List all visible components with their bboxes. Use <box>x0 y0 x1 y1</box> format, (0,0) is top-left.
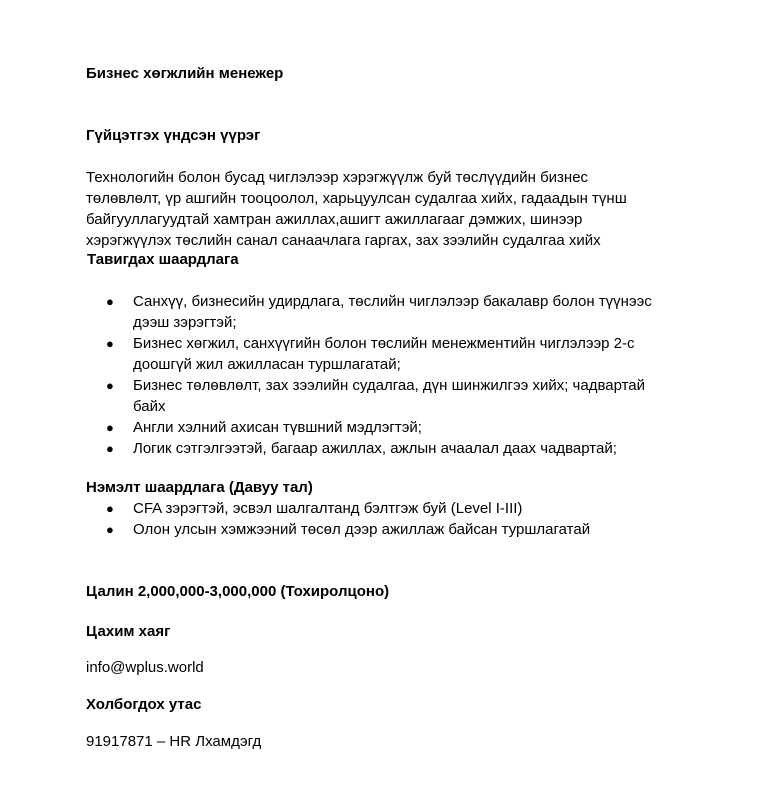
bullet-icon: ● <box>106 336 114 351</box>
list-item <box>106 438 686 459</box>
list-item <box>106 417 686 438</box>
bullet-icon: ● <box>106 420 114 435</box>
phone-heading: Холбогдох утас <box>86 696 202 713</box>
list-item-line: Санхүү, бизнесийн удирдлага, төслийн чиглэлээр бакалавр болон түүнээс <box>133 293 652 310</box>
list-item-line: CFA зэрэгтэй, эсвэл шалгалтанд бэлтгэж буй (Level I-III) <box>133 500 523 517</box>
requirements-list <box>106 291 686 459</box>
list-item-line: Англи хэлний ахисан түвшний мэдлэгтэй; <box>133 419 422 436</box>
list-item <box>106 519 686 540</box>
list-item <box>106 291 686 333</box>
email-heading: Цахим хаяг <box>86 623 171 640</box>
duties-line: байгууллагуудтай хамтран ажиллах,ашигт ажиллагааг дэмжих, шинээр <box>86 211 583 228</box>
list-item-line: Бизнес төлөвлөлт, зах зээлийн судалгаа, дүн шинжилгээ хийх; чадвартай <box>133 377 646 394</box>
list-item-line: Бизнес хөгжил, санхүүгийн болон төслийн менежментийн чиглэлээр 2-с <box>133 335 635 352</box>
duties-line: хэрэгжүүлэх төслийн санал санаачлага гаргах, зах зээлийн судалгаа хийх <box>86 232 601 249</box>
additional-heading: Нэмэлт шаардлага (Давуу тал) <box>86 479 313 496</box>
duties-line: Технологийн болон бусад чиглэлээр хэрэгжүүлж буй төслүүдийн бизнес <box>86 169 589 186</box>
phone-value: 91917871 – HR Лхамдэгд <box>86 733 262 750</box>
bullet-icon: ● <box>106 378 114 393</box>
bullet-icon: ● <box>106 294 114 309</box>
list-item <box>106 498 686 519</box>
list-item-line: Логик сэтгэлгээтэй, багаар ажиллах, ажлын ачаалал даах чадвартай; <box>133 440 617 457</box>
list-item-line: дээш зэрэгтэй; <box>133 314 237 331</box>
list-item <box>106 333 686 375</box>
salary: Цалин 2,000,000-3,000,000 (Тохиролцоно) <box>86 583 390 600</box>
list-item <box>106 375 686 417</box>
list-item-line: Олон улсын хэмжээний төсөл дээр ажиллаж байсан туршлагатай <box>133 521 591 538</box>
email-value[interactable]: info@wplus.world <box>86 659 204 676</box>
list-item-line: доошгүй жил ажилласан туршлагатай; <box>133 356 401 373</box>
bullet-icon: ● <box>106 522 114 537</box>
bullet-icon: ● <box>106 441 114 456</box>
duties-heading: Гүйцэтгэх үндсэн үүрэг <box>86 127 261 144</box>
additional-list <box>106 498 686 540</box>
duties-line: төлөвлөлт, үр ашгийн тооцоолол, харьцуулсан судалгаа хийх, гадаадын түнш <box>86 190 627 207</box>
list-item-line: байх <box>133 398 166 415</box>
bullet-icon: ● <box>106 501 114 516</box>
job-title: Бизнес хөгжлийн менежер <box>86 65 284 82</box>
requirements-heading: Тавигдах шаардлага <box>87 251 239 268</box>
duties-paragraph <box>86 167 706 251</box>
